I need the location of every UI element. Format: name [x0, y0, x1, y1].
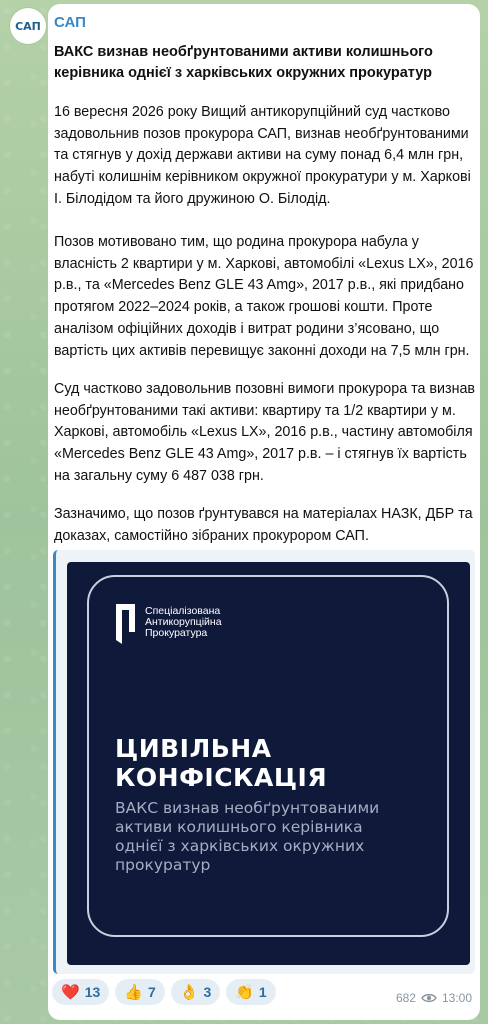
channel-avatar[interactable]	[10, 8, 46, 44]
clap-icon: 👏	[235, 983, 254, 1001]
reaction-ok-hand[interactable]	[171, 979, 220, 1005]
media-preview[interactable]	[53, 550, 475, 974]
reaction-count: 1	[258, 984, 267, 1000]
logo-line: Спеціалізована	[145, 605, 221, 617]
post-paragraph: 16 вересня 2026 року Вищий антикорупційний суд частково задовольнив позов прокурора САП, визнав необґрунтованими та стягнув у дохід держави активи на суму понад 6,4 млн грн, набуті колишнім керівником окружної прокуратури у м. Харкові І. Білодідом та його дружиною О. Білодід.	[54, 104, 471, 207]
post-paragraph: Позов мотивовано тим, що родина прокурора набула у власність 2 квартири у м. Харкові, автомобілі «Lexus LX», 2016 р.в., та «Mercedes Benz GLE 43 Amg», 2017 р.в., які придбано протягом 2022–2024 років, а також грошові кошти. Проте аналізом офіційних доходів і витрат родини з’ясовано, що вартість цих активів перевищує законні доходи на 7,5 млн грн.	[54, 234, 474, 359]
logo-line: Прокуратура	[145, 627, 208, 639]
reaction-heart[interactable]	[52, 979, 109, 1005]
headline-line: ЦИВІЛЬНА	[115, 734, 272, 763]
ok-hand-icon: 👌	[179, 983, 199, 1001]
message-meta	[396, 991, 472, 1005]
thumbs-up-icon: 👍	[124, 983, 143, 1001]
post-paragraph: Суд частково задовольнив позовні вимоги прокурора та визнав необґрунтованими такі активи: квартиру та 1/2 квартири у м. Харкові, автомобіль «Lexus LX», 2016 р.в., частину автомобіля «Mercedes Benz GLE 43 Amg», 2017 р.в. – і стягнув їх вартість на загальну суму 6 487 038 грн.	[54, 381, 476, 484]
channel-name[interactable]: САП	[54, 14, 86, 31]
reaction-count: 3	[203, 984, 212, 1000]
reaction-clap[interactable]	[226, 979, 275, 1005]
message-time: 13:00	[441, 991, 472, 1005]
message-bubble	[48, 4, 480, 1020]
headline-line: КОНФІСКАЦІЯ	[115, 763, 328, 792]
post-image[interactable]	[67, 562, 470, 965]
heart-icon: ❤️	[61, 983, 80, 1001]
image-headline	[115, 734, 435, 792]
reaction-thumbs-up[interactable]	[115, 979, 164, 1005]
reaction-count: 13	[84, 984, 101, 1000]
image-subtitle: ВАКС визнав необґрунтованими активи колишнього керівника однієї з харківських окружних прокуратур	[115, 799, 380, 874]
post-title: ВАКС визнав необґрунтованими активи колишнього керівника однієї з харківських окружних прокуратур	[54, 44, 433, 81]
reaction-count: 7	[147, 984, 156, 1000]
sap-logo-icon	[115, 602, 137, 646]
reactions-bar	[52, 979, 276, 1005]
post-paragraph: Зазначимо, що позов ґрунтувався на матеріалах НАЗК, ДБР та доказах, самостійно зібраних прокурором САП.	[54, 506, 473, 544]
logo-line: Антикорупційна	[145, 616, 222, 628]
view-count: 682	[395, 991, 416, 1005]
eye-icon	[421, 993, 437, 1003]
avatar-text: САП	[15, 19, 41, 33]
image-logo-text	[145, 606, 222, 639]
